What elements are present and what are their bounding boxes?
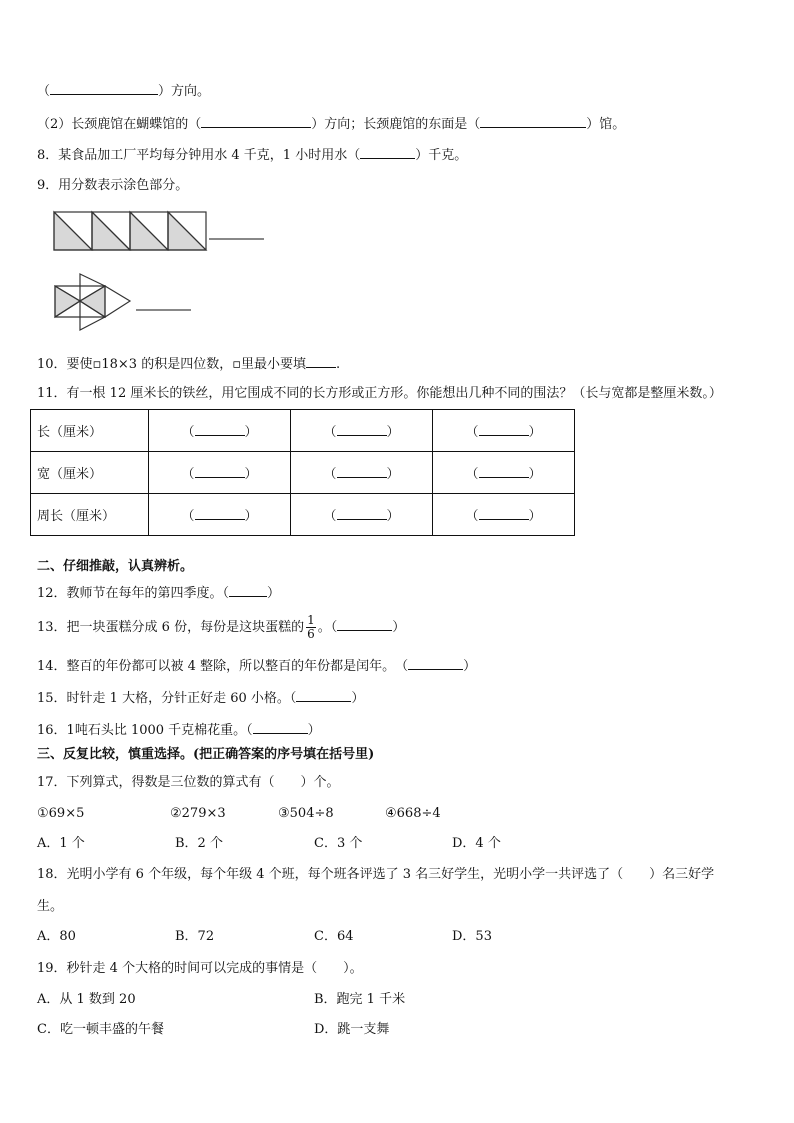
question-11: 11．有一根 12 厘米长的铁丝，用它围成不同的长方形或正方形。你能想出几种不同的围法？（长与宽都是整厘米数。）	[37, 386, 722, 401]
question-13: 13．把一块蛋糕分成 6 份，每份是这块蛋糕的 $\frac{1}{6}$ 。（ ）	[37, 613, 406, 641]
table-cell[interactable]: （ ）	[149, 494, 291, 536]
table-cell[interactable]: （ ）	[291, 452, 433, 494]
question-14: 14．整百的年份都可以被 4 整除，所以整百的年份都是闰年。 （ ）	[37, 659, 477, 674]
q10-text: 10．要使▫18×3 的积是四位数，▫里最小要填	[37, 357, 307, 372]
row-label: 长（厘米）	[31, 410, 149, 452]
table-cell[interactable]: （ ）	[291, 494, 433, 536]
answer-blank[interactable]	[253, 721, 308, 734]
answer-blank[interactable]	[408, 657, 463, 670]
shaded-triangle	[80, 286, 105, 317]
table-cell[interactable]: （ ）	[433, 452, 575, 494]
q7-part2-mid: ）方向；长颈鹿馆的东面是（	[311, 117, 481, 132]
table-cell[interactable]: （ ）	[433, 494, 575, 536]
table-cell[interactable]: （ ）	[291, 410, 433, 452]
q7-part2-prefix: （2）长颈鹿馆在蝴蝶馆的（	[37, 117, 202, 132]
table-cell[interactable]: （ ）	[149, 410, 291, 452]
answer-blank[interactable]	[50, 82, 158, 95]
table-cell[interactable]: （ ）	[149, 452, 291, 494]
q17-option-c[interactable]: C．3 个	[314, 836, 363, 851]
question-19: 19．秒针走 4 个大格的时间可以完成的事情是（ ）。	[37, 961, 363, 976]
q17-item: ④668÷4	[385, 806, 441, 821]
question-16: 16．1吨石头比 1000 千克棉花重。（ ）	[37, 723, 321, 738]
answer-blank[interactable]	[360, 146, 415, 159]
row-label: 周长（厘米）	[31, 494, 149, 536]
question-12: 12．教师节在每年的第四季度。（ ）	[37, 586, 281, 601]
q17-option-a[interactable]: A．1 个	[37, 836, 85, 851]
q17-item: ②279×3	[170, 806, 226, 821]
question-8	[37, 146, 467, 165]
row-label: 宽（厘米）	[31, 452, 149, 494]
q19-option-a[interactable]: A．从 1 数到 20	[37, 992, 136, 1007]
q19-option-b[interactable]: B．跑完 1 千米	[314, 992, 406, 1007]
answer-blank[interactable]	[337, 618, 392, 631]
answer-blank[interactable]	[296, 689, 351, 702]
q18-option-c[interactable]: C．64	[314, 929, 354, 944]
shaded-triangle	[55, 286, 80, 317]
question-9: 9．用分数表示涂色部分。	[37, 178, 189, 193]
q17-option-d[interactable]: D．4 个	[452, 836, 501, 851]
table-cell[interactable]: （ ）	[433, 410, 575, 452]
question-18-line2: 生。	[37, 899, 64, 914]
fraction: $\frac{1}{6}$	[307, 613, 315, 641]
q17-item: ①69×5	[37, 806, 85, 821]
table-row	[31, 452, 575, 494]
q8-suffix: ）千克。	[415, 148, 468, 163]
question-18-line1: 18．光明小学有 6 个年级，每个年级 4 个班，每个班各评选了 3 名三好学生，光明小学一共评选了（ ）名三好学	[37, 867, 715, 882]
q7-part2-suffix: ）馆。	[586, 117, 626, 132]
rectangle-table	[30, 409, 575, 536]
question-10	[37, 355, 340, 374]
answer-blank[interactable]	[480, 115, 586, 128]
q19-option-c[interactable]: C．吃一顿丰盛的午餐	[37, 1022, 164, 1037]
q18-option-a[interactable]: A．80	[37, 929, 76, 944]
question-17: 17．下列算式，得数是三位数的算式有（ ）个。	[37, 775, 340, 790]
q7-continuation	[37, 82, 210, 101]
answer-blank[interactable]	[201, 115, 311, 128]
q7-open: （	[37, 84, 51, 99]
q7-part2	[37, 115, 625, 134]
q19-option-d[interactable]: D．跳一支舞	[314, 1022, 390, 1037]
q8-prefix: 8．某食品加工厂平均每分钟用水 4 千克，1 小时用水（	[37, 148, 361, 163]
q18-option-d[interactable]: D．53	[452, 929, 492, 944]
section-2-title: 二、仔细推敲，认真辨析。	[37, 559, 194, 574]
q18-option-b[interactable]: B．72	[175, 929, 215, 944]
answer-blank[interactable]	[229, 584, 267, 597]
q17-option-b[interactable]: B．2 个	[175, 836, 223, 851]
answer-blank[interactable]	[306, 355, 336, 368]
shaded-triangles-figure	[52, 272, 197, 334]
table-row	[31, 410, 575, 452]
q7-close: ）方向。	[158, 84, 211, 99]
table-row	[31, 494, 575, 536]
q10-suffix: .	[336, 357, 341, 372]
question-15: 15．时针走 1 大格，分针正好走 60 小格。（ ）	[37, 691, 365, 706]
section-3-title: 三、反复比较，慎重选择。(把正确答案的序号填在括号里)	[37, 747, 375, 762]
q17-item: ③504÷8	[278, 806, 334, 821]
shaded-squares-figure	[52, 210, 267, 255]
